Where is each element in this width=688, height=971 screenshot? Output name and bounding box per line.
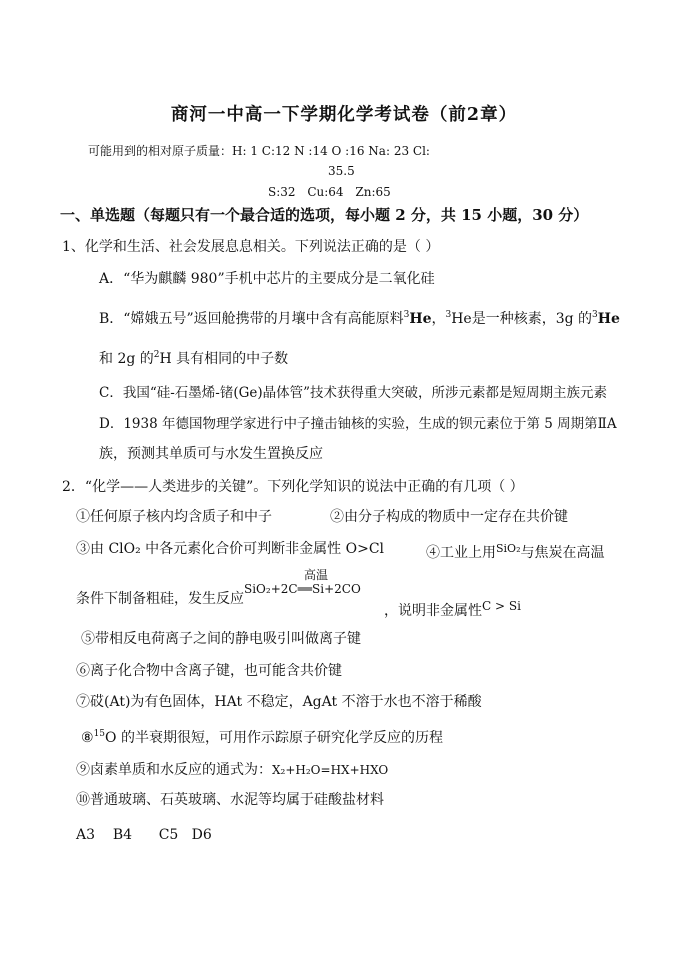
- q2-i4-line2-post: ，说明非金属性: [384, 603, 482, 619]
- page-title: 商河一中高一下学期化学考试卷（前2章）: [170, 105, 518, 125]
- q2-i4-c-gt-si: C > Si: [482, 599, 521, 613]
- q1-b-mid: He是一种核素，3g 的: [451, 311, 593, 327]
- q2-i8-pre: ⑧: [81, 730, 94, 746]
- question-2-item-6: ⑥离子化合物中含离子键，也可能含共价键: [76, 663, 342, 679]
- question-1-option-b-line1: [99, 306, 620, 328]
- equation-text: SiO₂+2C══Si+2CO: [244, 582, 361, 596]
- equation-condition: 高温: [304, 568, 329, 582]
- question-2-item-2: ②由分子构成的物质中一定存在共价键: [330, 509, 568, 525]
- question-2-item-4-line2-post: [384, 597, 521, 620]
- question-2-item-1: ①任何原子核内均含质子和中子: [76, 509, 272, 525]
- question-2-item-5: ⑤带相反电荷离子之间的静电吸引叫做离子键: [81, 631, 361, 647]
- atomic-masses-line1: 可能用到的相对原子质量：H: 1 C:12 N :14 O :16 Na: 23 Cl:: [88, 144, 430, 158]
- q1-b-text: B．“嫦娥五号”返回舱携带的月壤中含有高能原料: [99, 311, 404, 327]
- question-1-option-c: C．我国“硅-石墨烯-锗(Ge)晶体管”技术获得重大突破，所涉元素都是短周期主族元素: [99, 385, 608, 401]
- q2-i4-pre: ④工业上用: [426, 545, 496, 561]
- q2-i4-post: 与焦炭在高温: [520, 545, 605, 561]
- question-2-item-7: ⑦砹(At)为有色固体，HAt 不稳定，AgAt 不溶于水也不溶于稀酸: [76, 694, 482, 710]
- question-2-stem: 2．“化学——人类进步的关键”。下列化学知识的说法中正确的有几项（ ）: [62, 479, 524, 495]
- q1-b-sup3: 3: [592, 310, 598, 320]
- q1-b-he3: He: [597, 311, 620, 327]
- question-2-item-4-line1: [426, 540, 604, 562]
- question-1-option-b-line2: [99, 346, 288, 368]
- q2-i8-post: O 的半衰期很短，可用作示踪原子研究化学反应的历程: [105, 730, 443, 746]
- q1-b-line2-post: H 具有相同的中子数: [159, 351, 289, 367]
- question-1-option-d-line1: D．1938 年德国物理学家进行中子撞击铀核的实验，生成的钡元素位于第 5 周期第ⅡA: [99, 416, 617, 432]
- q2-i4-sio2: SiO₂: [496, 542, 521, 555]
- q2-i9-eq: X₂+H₂O=HX+HXO: [272, 763, 389, 777]
- question-2-item-8: [81, 725, 443, 747]
- q2-i8-sup: 15: [93, 729, 106, 739]
- q1-b-sup2: 3: [445, 310, 452, 320]
- question-1-stem: 1、化学和生活、社会发展息息相关。下列说法正确的是（ ）: [62, 239, 440, 255]
- q1-b-sup4: 2: [153, 350, 160, 360]
- question-1-option-a: A．“华为麒麟 980”手机中芯片的主要成分是二氧化硅: [99, 271, 435, 287]
- q1-b-comma: ，: [431, 311, 446, 327]
- q1-b-sup1: 3: [403, 310, 410, 320]
- atomic-masses-line3: S:32 Cu:64 Zn:65: [268, 185, 391, 199]
- question-2-options: A3 B4 C5 D6: [76, 827, 212, 843]
- q2-i9-pre: ⑨卤素单质和水反应的通式为：: [76, 762, 272, 778]
- q1-b-line2-pre: 和 2g 的: [99, 351, 154, 367]
- question-1-option-d-line2: 族，预测其单质可与水发生置换反应: [99, 446, 323, 462]
- atomic-masses-line2: 35.5: [328, 164, 355, 178]
- question-2-item-9: [76, 761, 388, 779]
- section-heading-single-choice: 一、单选题（每题只有一个最合适的选项，每小题 2 分，共 15 小题，30 分）: [60, 206, 589, 224]
- question-2-item-4-line2-pre: 条件下制备粗硅，发生反应: [76, 591, 244, 607]
- question-2-item-3: ③由 ClO₂ 中各元素化合价可判断非金属性 O>Cl: [76, 541, 385, 557]
- question-2-item-10: ⑩普通玻璃、石英玻璃、水泥等均属于硅酸盐材料: [76, 792, 384, 808]
- q1-b-he1: He: [409, 311, 432, 327]
- sio2-reaction-equation: [244, 566, 384, 602]
